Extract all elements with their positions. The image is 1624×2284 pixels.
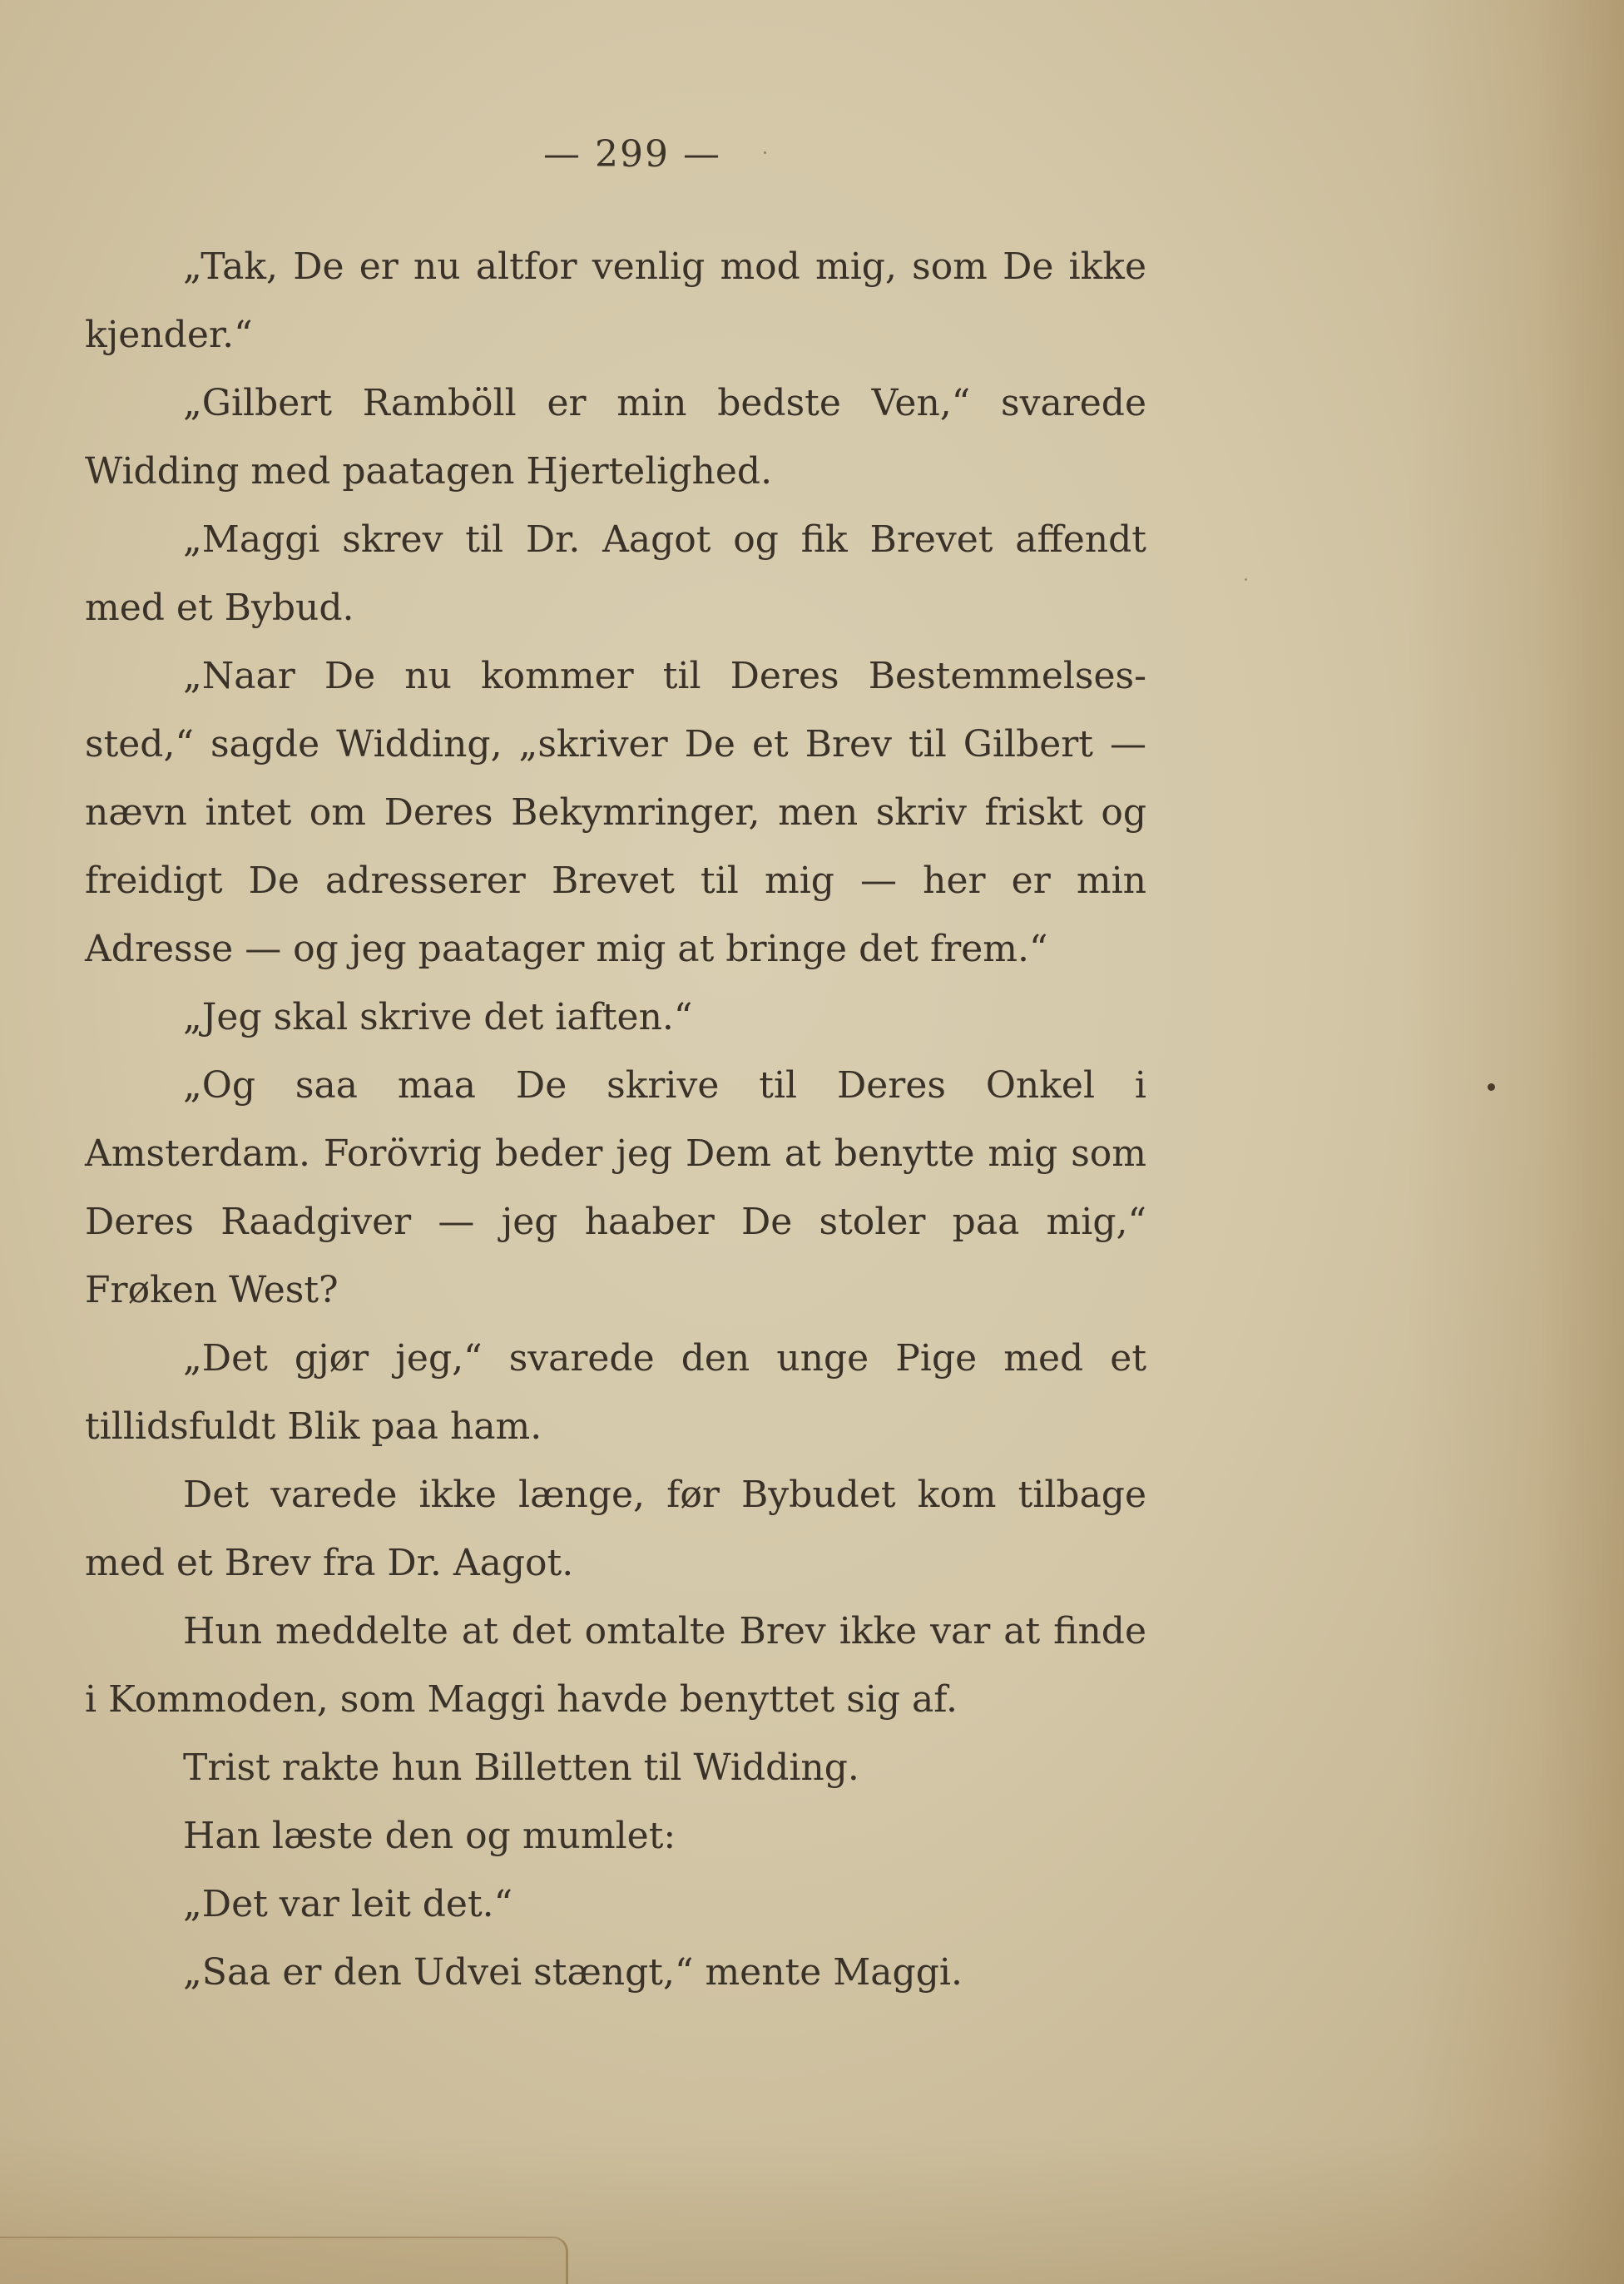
paragraph: „Tak, De er nu altfor venlig mod mig, som De ikke kjender.“ <box>85 245 1146 356</box>
paragraph: Det varede ikke længe, før Bybudet kom tilbage med et Brev fra Dr. Aagot. <box>85 1474 1146 1584</box>
page-fold <box>0 2237 568 2284</box>
page-number: — 299 — <box>543 133 721 176</box>
body-text <box>85 233 1146 2007</box>
paragraph: „Maggi skrev til Dr. Aagot og fik Brevet affendt med et Bybud. <box>85 518 1146 629</box>
page-edge-shade <box>1408 0 1624 2284</box>
paragraph: „Gilbert Ramböll er min bedste Ven,“ svarede Widding med paatagen Hjertelighed. <box>85 382 1146 493</box>
paragraph: „Saa er den Udvei stængt,“ mente Maggi. <box>183 1951 963 1994</box>
paragraph: „Naar De nu kommer til Deres Bestemmelses-sted,“ sagde Widding, „skriver De et Brev til Gilbert — nævn intet om Deres Bekymringer, men skriv friskt og freidigt De adresserer Brevet til mig — her er min Adresse — og jeg paatager mig at bringe det frem.“ <box>85 655 1146 970</box>
paragraph: Han læste den og mumlet: <box>183 1815 676 1857</box>
paragraph: „Og saa maa De skrive til Deres Onkel i Amsterdam. Forövrig beder jeg Dem at benytte mig som Deres Raadgiver — jeg haaber De stoler paa mig,“ Frøken West? <box>85 1064 1146 1311</box>
paragraph: Hun meddelte at det omtalte Brev ikke var at finde i Kommoden, som Maggi havde benyttet sig af. <box>85 1610 1146 1721</box>
paragraph: „Jeg skal skrive det iaften.“ <box>183 996 693 1038</box>
paragraph: „Det var leit det.“ <box>183 1883 513 1925</box>
paper-speck <box>1488 1083 1495 1091</box>
paragraph: Trist rakte hun Billetten til Widding. <box>183 1746 859 1789</box>
paragraph: „Det gjør jeg,“ svarede den unge Pige med et tillidsfuldt Blik paa ham. <box>85 1337 1146 1448</box>
paper-speck <box>1245 578 1247 581</box>
